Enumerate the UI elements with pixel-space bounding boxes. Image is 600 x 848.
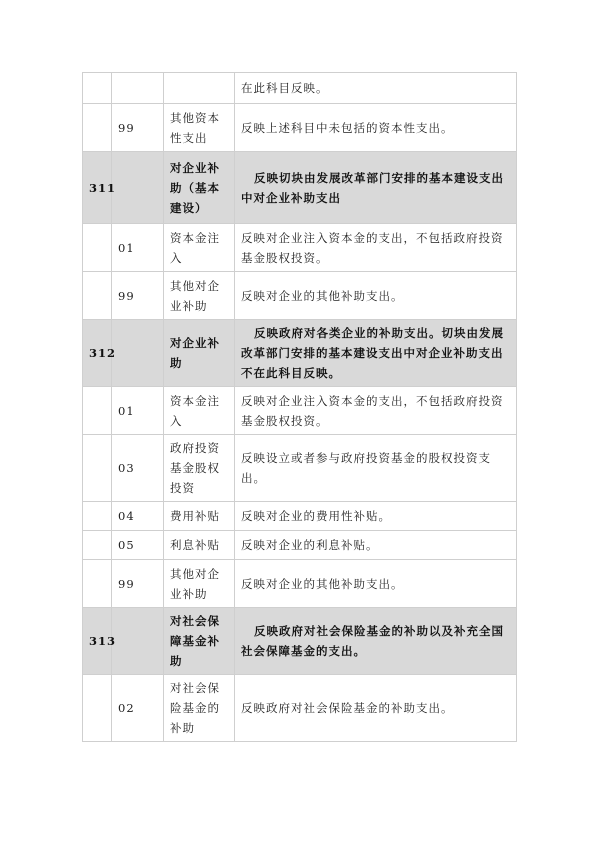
minor-code-cell — [112, 152, 164, 224]
item-name-cell: 其他对企业补助 — [164, 272, 235, 320]
major-code-cell: 313 — [83, 608, 112, 675]
description-cell: 反映政府对各类企业的补助支出。切块由发展改革部门安排的基本建设支出中对企业补助支出不在此科目反映。 — [235, 320, 517, 387]
minor-code-cell: 03 — [112, 435, 164, 502]
description-cell: 反映对企业的利息补贴。 — [235, 531, 517, 560]
description-cell: 在此科目反映。 — [235, 73, 517, 104]
major-code-cell — [83, 675, 112, 742]
description-cell: 反映上述科目中未包括的资本性支出。 — [235, 104, 517, 152]
item-name-cell: 其他对企业补助 — [164, 560, 235, 608]
description-cell: 反映政府对社会保险基金的补助以及补充全国社会保障基金的支出。 — [235, 608, 517, 675]
item-name-cell: 对企业补助（基本建设） — [164, 152, 235, 224]
table-row — [83, 224, 517, 272]
major-code-cell: 311 — [83, 152, 112, 224]
description-cell: 反映对企业的其他补助支出。 — [235, 272, 517, 320]
category-row — [83, 608, 517, 675]
table-row — [83, 531, 517, 560]
minor-code-cell: 04 — [112, 502, 164, 531]
table-row — [83, 502, 517, 531]
minor-code-cell: 99 — [112, 104, 164, 152]
item-name-cell: 利息补贴 — [164, 531, 235, 560]
major-code-cell — [83, 104, 112, 152]
description-cell: 反映对企业注入资本金的支出，不包括政府投资基金股权投资。 — [235, 387, 517, 435]
item-name-cell: 资本金注入 — [164, 387, 235, 435]
item-name-cell: 对企业补助 — [164, 320, 235, 387]
description-cell: 反映对企业的其他补助支出。 — [235, 560, 517, 608]
table-row — [83, 435, 517, 502]
table-row — [83, 675, 517, 742]
item-name-cell: 对社会保险基金的补助 — [164, 675, 235, 742]
minor-code-cell — [112, 73, 164, 104]
item-name-cell: 政府投资基金股权投资 — [164, 435, 235, 502]
item-name-cell: 对社会保障基金补助 — [164, 608, 235, 675]
major-code-cell — [83, 73, 112, 104]
item-name-cell — [164, 73, 235, 104]
major-code-cell — [83, 272, 112, 320]
minor-code-cell: 01 — [112, 387, 164, 435]
minor-code-cell: 99 — [112, 560, 164, 608]
table-row — [83, 272, 517, 320]
major-code-cell — [83, 560, 112, 608]
major-code-cell — [83, 502, 112, 531]
major-code-cell — [83, 435, 112, 502]
major-code-cell: 312 — [83, 320, 112, 387]
minor-code-cell: 02 — [112, 675, 164, 742]
table-body — [83, 73, 517, 742]
item-name-cell: 费用补贴 — [164, 502, 235, 531]
table-row — [83, 387, 517, 435]
minor-code-cell — [112, 608, 164, 675]
minor-code-cell — [112, 320, 164, 387]
minor-code-cell: 01 — [112, 224, 164, 272]
item-name-cell: 资本金注入 — [164, 224, 235, 272]
table-row — [83, 104, 517, 152]
table-row — [83, 560, 517, 608]
description-cell: 反映设立或者参与政府投资基金的股权投资支出。 — [235, 435, 517, 502]
major-code-cell — [83, 387, 112, 435]
major-code-cell — [83, 224, 112, 272]
major-code-cell — [83, 531, 112, 560]
description-cell: 反映对企业的费用性补贴。 — [235, 502, 517, 531]
description-cell: 反映政府对社会保险基金的补助支出。 — [235, 675, 517, 742]
description-cell: 反映切块由发展改革部门安排的基本建设支出中对企业补助支出 — [235, 152, 517, 224]
description-cell: 反映对企业注入资本金的支出，不包括政府投资基金股权投资。 — [235, 224, 517, 272]
minor-code-cell: 99 — [112, 272, 164, 320]
category-row — [83, 152, 517, 224]
minor-code-cell: 05 — [112, 531, 164, 560]
budget-classification-table — [82, 72, 517, 742]
category-row — [83, 320, 517, 387]
table-row — [83, 73, 517, 104]
item-name-cell: 其他资本性支出 — [164, 104, 235, 152]
